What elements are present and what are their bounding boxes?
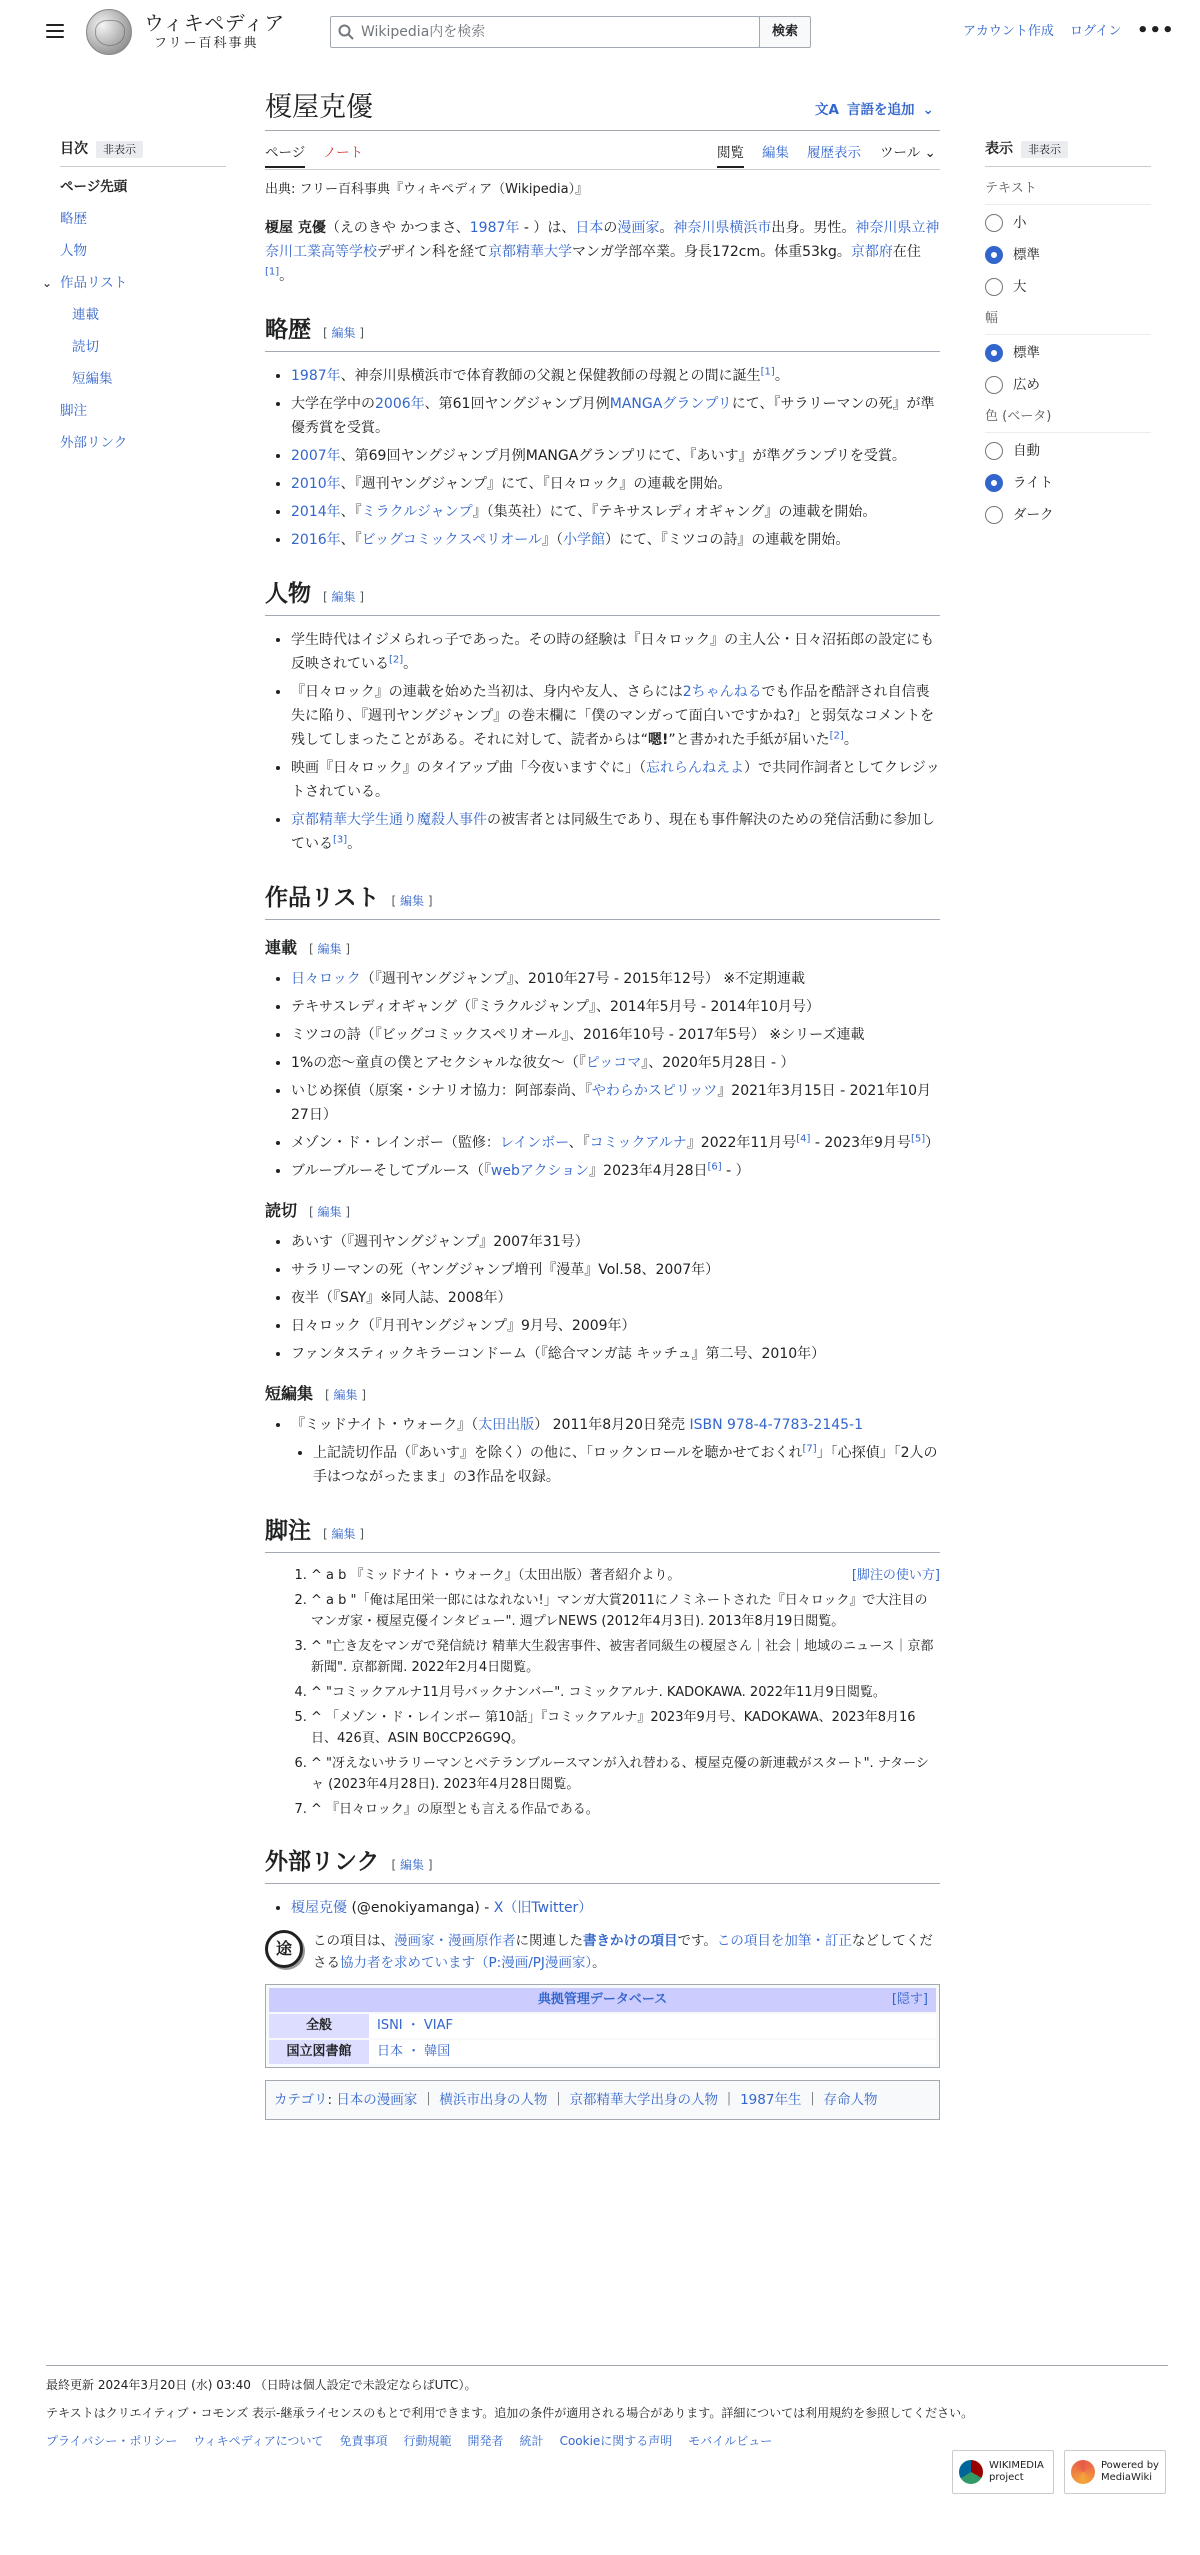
- item-text: 。: [347, 836, 362, 852]
- category-box: カテゴリ: 日本の漫画家 ｜ 横浜市出身の人物 ｜ 京都精華大学出身の人物 ｜ 1987年生 ｜ 存命人物: [265, 2080, 940, 2120]
- appearance-hide-button[interactable]: 非表示: [1021, 141, 1068, 158]
- reference-link[interactable]: [2]: [829, 730, 844, 742]
- heading-text: 略歴: [265, 316, 311, 343]
- item-text: ）: [925, 1135, 940, 1151]
- item-text: （『週刊ヤングジャンプ』、2010年27号 - 2015年12号） ※不定期連載: [360, 971, 806, 987]
- list-item: • 夜半（『SAY』※同人誌、2008年）: [291, 1286, 940, 1310]
- intro-text: マンガ学部卒業。身長172cm。体重53kg。: [572, 244, 851, 260]
- item-text: 、『: [340, 532, 362, 548]
- person-list: [291, 628, 940, 856]
- link-miracle-jump[interactable]: ミラクルジャンプ: [361, 504, 473, 520]
- authority-value[interactable]: 日本 ・ 韓国: [369, 2040, 936, 2064]
- item-text: - ）: [721, 1163, 750, 1179]
- stub-link[interactable]: 協力者を求めています: [340, 1955, 475, 1971]
- list-item: [291, 1896, 940, 1920]
- item-text: 』、2020年5月28日 - ）: [641, 1055, 795, 1071]
- search-icon: [331, 17, 361, 47]
- authority-value[interactable]: ISNI ・ VIAF: [369, 2014, 936, 2038]
- link-shogakukan[interactable]: 小学館: [562, 532, 605, 548]
- radio-label[interactable]: 大: [1013, 279, 1027, 296]
- item-text: 『ミッドナイト・ウォーク』（: [291, 1417, 479, 1433]
- wikimedia-label: WIKIMEDIA project: [989, 2460, 1044, 2483]
- item-text: 、『: [340, 504, 362, 520]
- appearance-title: 表示: [985, 141, 1013, 157]
- category-link[interactable]: 日本の漫画家: [336, 2092, 418, 2108]
- collection-list: [291, 1413, 940, 1489]
- category-link[interactable]: 存命人物: [823, 2092, 878, 2108]
- toc-item-works[interactable]: [42, 273, 226, 293]
- link-2ch[interactable]: 2ちゃんねる: [682, 684, 762, 700]
- item-text: ） 2011年8月20日発売: [534, 1417, 690, 1433]
- link-yokohama[interactable]: 神奈川県横浜市: [673, 220, 772, 236]
- external-links-list: [291, 1896, 940, 1920]
- intro-text: - ）は、: [519, 220, 576, 236]
- item-text: ）で共同作詞者としてクレジットされている。: [291, 760, 940, 800]
- mediawiki-badge[interactable]: [1064, 2450, 1166, 2494]
- edit-link[interactable]: 編集: [317, 942, 342, 956]
- footer-link-disclaimer[interactable]: 免責事項: [339, 2434, 388, 2448]
- color-light[interactable]: [985, 473, 1151, 493]
- list-item: • ファンタスティックキラーコンドーム（『総合マンガ誌 キッチュ』第二号、2010年）: [291, 1342, 940, 1366]
- tab-read[interactable]: 閲覧: [717, 140, 744, 168]
- references-list: [311, 1565, 940, 1820]
- edit-section: [ 編集 ]: [391, 1858, 433, 1872]
- year-link[interactable]: 1987年: [291, 368, 341, 384]
- footer-link-stats[interactable]: 統計: [519, 2434, 544, 2448]
- item-text: にて、『サラリーマンの死』が準優秀賞を受賞。: [291, 396, 935, 436]
- list-item: • 日々ロック（『月刊ヤングジャンプ』9月号、2009年）: [291, 1314, 940, 1338]
- text-size-small[interactable]: [985, 213, 1151, 233]
- list-item: [291, 500, 940, 524]
- stub-text: に関連した: [515, 1933, 583, 1949]
- reference-link[interactable]: [5]: [910, 1133, 926, 1145]
- item-text: 、第69回ヤングジャンプ月例MANGAグランプリにて、『あいす』が準グランプリを受賞。: [340, 448, 906, 464]
- footer-link-about[interactable]: ウィキペディアについて: [193, 2434, 324, 2448]
- stub-link[interactable]: この項目を加筆・訂正: [716, 1933, 852, 1949]
- add-languages-label[interactable]: 言語を追加: [846, 102, 915, 118]
- career-list: [291, 364, 940, 552]
- page-tabs: [265, 140, 940, 170]
- footer-link-developers[interactable]: 開発者: [467, 2434, 504, 2448]
- edit-section: [ 編集 ]: [323, 1527, 365, 1541]
- tab-edit[interactable]: 編集: [762, 145, 789, 161]
- reference-item: 5. ^ 「メゾン・ド・レインボー 第10話」『コミックアルナ』2023年9月号、KADOKAWA、2023年8月16日、426頁、ASIN B0CCP26G9Q。: [311, 1707, 940, 1749]
- toc-item-notes[interactable]: 脚注: [60, 403, 87, 420]
- toc-list: [42, 177, 226, 453]
- reference-item: 7. ^ 『日々ロック』の原型とも言える作品である。: [311, 1799, 940, 1820]
- item-text: 』（: [541, 532, 563, 548]
- list-item: [291, 967, 940, 991]
- list-item: [291, 1079, 940, 1127]
- reference-item: [311, 1565, 940, 1586]
- color-auto[interactable]: [985, 441, 1151, 461]
- oneshot-list: [291, 1230, 940, 1366]
- edit-section: [ 編集 ]: [309, 1205, 351, 1219]
- link-piccoma[interactable]: ピッコマ: [585, 1055, 642, 1071]
- item-text: 1%の恋〜童貞の僕とアセクシャルな彼女〜（『: [291, 1055, 586, 1071]
- toc-title: 目次: [60, 141, 88, 157]
- radio-label[interactable]: 自動: [1013, 442, 1040, 459]
- color-dark[interactable]: [985, 505, 1151, 525]
- license-text: テキストはクリエイティブ・コモンズ 表示-継承ライセンスのもとで利用できます。追加の条件が適用される場合があります。詳細については利用規約を参照してください。: [46, 2406, 974, 2420]
- authority-hide-button[interactable]: [隠す]: [891, 1992, 928, 2007]
- toc-item-works-label[interactable]: 作品リスト: [60, 275, 128, 292]
- item-text: 』2022年11月号: [686, 1135, 797, 1151]
- more-options-icon[interactable]: •••: [1137, 20, 1175, 41]
- reference-item: 6. ^ "冴えないサラリーマンとベテランブルースマンが入れ替わる、榎屋克優の新連載がスタート". ナターシャ (2023年4月28日). 2023年4月28日閲覧。: [311, 1753, 940, 1795]
- wikimedia-badge[interactable]: [952, 2450, 1054, 2494]
- intro-text: 出身。男性。: [771, 220, 856, 236]
- tools-label[interactable]: ツール: [880, 145, 921, 161]
- color-label: 色 (ベータ): [985, 407, 1151, 433]
- radio-button[interactable]: [985, 278, 1003, 296]
- isbn-link[interactable]: ISBN 978-4-7783-2145-1: [689, 1417, 863, 1433]
- link-japan[interactable]: 日本: [575, 220, 604, 236]
- edit-link[interactable]: 編集: [333, 1388, 358, 1402]
- search-box: [330, 16, 760, 48]
- radio-button[interactable]: [985, 344, 1003, 362]
- section-heading-works: [265, 882, 940, 920]
- reference-item: 2. ^ a b "「俺は尾田栄一郎にはなれない!」マンガ大賞2011にノミネートされた『日々ロック』で大注目のマンガ家・榎屋克優インタビュー". 週プレNEWS (2012年4月3日). 2013年8月19日閲覧。: [311, 1590, 940, 1632]
- link-manga-grandprix[interactable]: MANGAグランプリ: [609, 396, 732, 412]
- mediawiki-label: Powered by MediaWiki: [1101, 2460, 1159, 2483]
- link-ohta[interactable]: 太田出版: [478, 1417, 535, 1433]
- item-text: 、『週刊ヤングジャンプ』にて、『日々ロック』の連載を開始。: [340, 476, 732, 492]
- item-text: ）にて、『ミツコの詩』の連載を開始。: [604, 532, 850, 548]
- item-text: 』（集英社）にて、『テキサスレディオギャング』の連載を開始。: [472, 504, 877, 520]
- tab-history[interactable]: 履歴表示: [807, 145, 861, 161]
- edit-link[interactable]: 編集: [400, 1858, 425, 1872]
- link-incident[interactable]: 京都精華大学生通り魔殺人事件: [291, 812, 487, 828]
- list-item: [291, 1413, 940, 1489]
- year-link[interactable]: 2010年: [291, 476, 341, 492]
- list-item: [291, 364, 940, 388]
- wordmark[interactable]: ウィキペディア: [144, 11, 285, 35]
- list-item: [291, 1131, 940, 1155]
- wikipedia-globe-logo[interactable]: [86, 9, 132, 55]
- tagline: フリー百科事典: [154, 36, 259, 51]
- item-text: ”と書かれた手紙が届いた: [668, 732, 830, 748]
- list-item: [291, 472, 940, 496]
- link-mangaka[interactable]: 漫画家: [617, 220, 660, 236]
- mediawiki-logo-icon: [1071, 2460, 1095, 2484]
- stub-link[interactable]: 書きかけの項目: [583, 1933, 678, 1949]
- item-text: ブルーブルーそしてブルース（『: [291, 1163, 491, 1179]
- main-menu-icon[interactable]: [46, 24, 64, 38]
- list-item: [291, 1051, 940, 1075]
- radio-button[interactable]: [985, 506, 1003, 524]
- toc-item-person[interactable]: 人物: [60, 243, 87, 260]
- reference-link[interactable]: [1]: [265, 266, 280, 278]
- category-link[interactable]: 京都精華大学出身の人物: [569, 2092, 718, 2108]
- item-text: 上記読切作品（『あいす』を除く）の他に、「ロックンロールを聴かせておくれ: [313, 1445, 803, 1461]
- item-text: 学生時代はイジメられっ子であった。その時の経験は『日々ロック』の主人公・日々沼拓郎の設定にも反映されている: [291, 632, 935, 672]
- subject-name: 榎屋 克優: [265, 220, 326, 236]
- toc-sidebar: [42, 138, 226, 465]
- categories-label-link[interactable]: カテゴリ: [274, 2092, 328, 2108]
- external-link[interactable]: 榎屋克優: [291, 1900, 347, 1916]
- footer-link-code-of-conduct[interactable]: 行動規範: [403, 2434, 452, 2448]
- stub-text: 。: [592, 1955, 606, 1971]
- year-link[interactable]: 2014年: [291, 504, 341, 520]
- item-text: (@enokiyamanga) -: [347, 1900, 494, 1916]
- reference-link[interactable]: [7]: [802, 1443, 817, 1455]
- radio-label[interactable]: 標準: [1013, 344, 1040, 361]
- edit-section: [ 編集 ]: [391, 894, 433, 908]
- authority-title-text[interactable]: 典拠管理データベース: [537, 1992, 668, 2007]
- list-item: • テキサスレディオギャング（『ミラクルジャンプ』、2014年5月号 - 2014年10月号）: [291, 995, 940, 1019]
- edit-link[interactable]: 編集: [400, 894, 425, 908]
- intro-text: （えのきや かつまさ、: [325, 220, 470, 236]
- item-text: 、神奈川県横浜市で体育教師の父親と保健教師の母親との間に誕生: [340, 368, 761, 384]
- width-label: 幅: [985, 309, 1151, 335]
- authority-title: [269, 1988, 936, 2012]
- stub-link[interactable]: 漫画家・漫画原作者: [394, 1933, 516, 1949]
- footer-links: [46, 2432, 1168, 2450]
- list-item: [291, 808, 940, 856]
- item-text: でも作品を酷評され自信喪失に陥り、『週刊ヤングジャンプ』の巻末欄に「僕のマンガって面白いですかね?」と弱気なコメントを残してしまったことがある。それに対して、読者からは“: [291, 684, 935, 748]
- link-seika[interactable]: 京都精華大学: [488, 244, 573, 260]
- item-text: 。: [843, 732, 858, 748]
- stub-text: などしてくださる: [313, 1933, 933, 1971]
- heading-text: 作品リスト: [265, 884, 380, 911]
- chevron-down-icon: ⌄: [924, 145, 936, 161]
- footer-link-cookie[interactable]: Cookieに関する声明: [559, 2434, 673, 2448]
- heading-text: 短編集: [265, 1384, 314, 1403]
- page-title: 榎屋克優: [265, 92, 373, 123]
- category-link[interactable]: 横浜市出身の人物: [439, 2092, 548, 2108]
- from-wikipedia: 出典: フリー百科事典『ウィキペディア（Wikipedia）』: [265, 182, 589, 197]
- text-size-large[interactable]: [985, 277, 1151, 297]
- link-1987[interactable]: 1987年: [469, 220, 520, 236]
- heading-text: 人物: [265, 580, 311, 607]
- item-text: 大学在学中の: [291, 396, 375, 412]
- edit-section: [ 編集 ]: [323, 590, 365, 604]
- intro-text: の: [603, 220, 618, 236]
- login-link[interactable]: ログイン: [1070, 24, 1122, 39]
- stub-link[interactable]: （P:漫画/PJ漫画家）: [475, 1955, 593, 1971]
- add-languages-button[interactable]: [815, 100, 934, 122]
- notes-help-link[interactable]: 1. [脚注の使い方]: [851, 1568, 940, 1583]
- section-heading-collection: [265, 1382, 940, 1407]
- reference-link[interactable]: [4]: [796, 1133, 811, 1145]
- footer-link-privacy[interactable]: プライバシー・ポリシー: [46, 2434, 178, 2448]
- year-link[interactable]: 2006年: [375, 396, 425, 412]
- radio-button[interactable]: [985, 246, 1003, 264]
- toc-item-oneshot[interactable]: 読切: [72, 339, 99, 356]
- page-footer: [46, 2365, 1168, 2450]
- authority-row: [269, 2014, 936, 2038]
- intro-text: デザイン科を経て: [377, 244, 489, 260]
- radio-button[interactable]: [985, 214, 1003, 232]
- item-text: 』2021年3月15日 - 2021年10月27日）: [291, 1083, 932, 1123]
- link-webaction[interactable]: webアクション: [490, 1163, 590, 1179]
- link-band[interactable]: 忘れらんねえよ: [646, 760, 745, 776]
- reference-item: 4. ^ "コミックアルナ11月号バックナンバー". コミックアルナ. KADOKAWA. 2022年11月9日閲覧。: [311, 1682, 940, 1703]
- list-item: [291, 528, 940, 552]
- item-text: - 2023年9月号: [810, 1135, 911, 1151]
- authority-row: [269, 2040, 936, 2064]
- edit-section: [ 編集 ]: [325, 1388, 367, 1402]
- authority-key: 全般: [269, 2014, 369, 2038]
- list-item: • サラリーマンの死（ヤングジャンプ増刊『漫革』Vol.58、2007年）: [291, 1258, 940, 1282]
- stub-notice: [265, 1930, 940, 1974]
- link-x[interactable]: X（旧Twitter）: [493, 1900, 593, 1916]
- item-text: の被害者とは同級生であり、現在も事件解決のための発信活動に参加している: [291, 812, 935, 852]
- create-account-link[interactable]: アカウント作成: [963, 24, 1054, 39]
- radio-label[interactable]: ライト: [1013, 474, 1054, 491]
- toc-item-career[interactable]: 略歴: [60, 211, 87, 228]
- edit-section: [ 編集 ]: [309, 942, 351, 956]
- last-updated: 最終更新 2024年3月20日 (水) 03:40 （日時は個人設定で未設定ならばUTC）。: [46, 2378, 477, 2392]
- link-arna[interactable]: コミックアルナ: [589, 1135, 687, 1151]
- reference-text: ^ a b 『ミッドナイト・ウォーク』（太田出版）著者紹介より。: [311, 1568, 681, 1583]
- footer-link-mobile[interactable]: モバイルビュー: [688, 2434, 773, 2448]
- radio-button[interactable]: [985, 376, 1003, 394]
- intro-paragraph: [265, 216, 940, 288]
- item-bold: 嗯!: [647, 732, 669, 748]
- tab-talk[interactable]: ノート: [323, 145, 364, 161]
- edit-link[interactable]: 編集: [331, 590, 356, 604]
- radio-button[interactable]: [985, 442, 1003, 460]
- text-size-standard[interactable]: [985, 245, 1151, 265]
- year-link[interactable]: 2007年: [291, 448, 341, 464]
- radio-label[interactable]: 広め: [1013, 376, 1040, 393]
- radio-button[interactable]: [985, 474, 1003, 492]
- item-text: 』2023年4月28日: [589, 1163, 708, 1179]
- stub-icon: 途: [265, 1930, 303, 1968]
- width-standard[interactable]: [985, 343, 1151, 363]
- heading-text: 脚注: [265, 1517, 311, 1544]
- edit-link[interactable]: 編集: [331, 1527, 356, 1541]
- link-yawaraka[interactable]: やわらかスピリッツ: [591, 1083, 718, 1099]
- section-heading-serial: [265, 936, 940, 961]
- toc-hide-button[interactable]: 非表示: [96, 141, 143, 158]
- heading-text: 連載: [265, 938, 298, 957]
- list-item: • あいす（『週刊ヤングジャンプ』2007年31号）: [291, 1230, 940, 1254]
- item-text: 、『: [568, 1135, 590, 1151]
- reference-link[interactable]: [3]: [333, 834, 348, 846]
- language-icon: 文A: [815, 102, 839, 118]
- list-item: [291, 1159, 940, 1183]
- search-input[interactable]: [361, 17, 759, 47]
- list-item: [291, 756, 940, 804]
- heading-text: 読切: [265, 1201, 298, 1220]
- section-heading-oneshot: [265, 1199, 940, 1224]
- item-text: 、第61回ヤングジャンプ月例: [424, 396, 610, 412]
- list-item: [313, 1441, 940, 1489]
- toc-item-collection[interactable]: 短編集: [72, 371, 113, 388]
- appearance-panel: [985, 138, 1151, 537]
- chevron-down-icon[interactable]: ⌄: [42, 276, 53, 291]
- item-text: 。: [774, 368, 789, 384]
- site-header: [0, 0, 1200, 64]
- toc-item-links[interactable]: 外部リンク: [60, 435, 128, 452]
- toc-item-serial[interactable]: 連載: [72, 307, 99, 324]
- list-item: [291, 444, 940, 468]
- list-item: [291, 392, 940, 440]
- wikimedia-logo-icon: [959, 2460, 983, 2484]
- section-heading-person: [265, 578, 940, 616]
- item-text: 。: [403, 656, 418, 672]
- authority-key: 国立図書館: [269, 2040, 369, 2064]
- reference-link[interactable]: [6]: [707, 1161, 722, 1173]
- item-text: 」「心探偵」「2人の手はつながったまま」の3作品を収録。: [313, 1445, 938, 1485]
- item-text: 『日々ロック』の連載を始めた当初は、身内や友人、さらには: [291, 684, 683, 700]
- reference-link[interactable]: [2]: [389, 654, 404, 666]
- link-superior[interactable]: ビッグコミックスペリオール: [361, 532, 542, 548]
- text-size-label: テキスト: [985, 179, 1151, 205]
- reference-item: 3. ^ "亡き友をマンガで発信続け 精華大生殺害事件、被害者同級生の榎屋さん｜社会｜地域のニュース｜京都新聞". 京都新聞. 2022年2月4日閲覧。: [311, 1636, 940, 1678]
- edit-link[interactable]: 編集: [317, 1205, 342, 1219]
- list-item: • ミツコの詩（『ビッグコミックスペリオール』、2016年10号 - 2017年5号） ※シリーズ連載: [291, 1023, 940, 1047]
- section-heading-links: [265, 1846, 940, 1884]
- intro-text: 。: [279, 268, 294, 284]
- year-link[interactable]: 2016年: [291, 532, 341, 548]
- section-heading-notes: [265, 1515, 940, 1553]
- section-heading-career: [265, 314, 940, 352]
- heading-text: 外部リンク: [265, 1848, 380, 1875]
- tab-page[interactable]: ページ: [265, 140, 305, 168]
- toc-item-top[interactable]: ページ先頭: [60, 179, 128, 196]
- item-text: 映画『日々ロック』のタイアップ曲「今夜いますぐに」（: [291, 760, 647, 776]
- link-school[interactable]: 神奈川県立神奈川工業高等学校: [265, 220, 940, 260]
- item-text: いじめ探偵（原案・シナリオ協力：阿部泰尚、『: [291, 1083, 592, 1099]
- width-wide[interactable]: [985, 375, 1151, 395]
- category-link[interactable]: 1987年生: [740, 2092, 802, 2108]
- intro-text: 。: [659, 220, 674, 236]
- stub-text: この項目は、: [313, 1933, 394, 1949]
- serial-list: [291, 967, 940, 1183]
- edit-link[interactable]: 編集: [331, 326, 356, 340]
- title-divider: [265, 130, 940, 131]
- radio-label[interactable]: ダーク: [1013, 506, 1054, 523]
- link-kyoto[interactable]: 京都府: [850, 244, 893, 260]
- tab-tools[interactable]: [880, 140, 936, 166]
- item-text: メゾン・ド・レインボー（監修：: [291, 1135, 500, 1151]
- link-rainbow[interactable]: レインボー: [499, 1135, 569, 1151]
- authority-control-box: [265, 1984, 940, 2068]
- link-hibirock[interactable]: 日々ロック: [291, 971, 361, 987]
- list-item: [291, 628, 940, 676]
- article-body: [265, 178, 940, 2120]
- radio-label[interactable]: 標準: [1013, 247, 1040, 264]
- radio-label[interactable]: 小: [1013, 215, 1027, 232]
- intro-text: 在住: [892, 244, 921, 260]
- list-item: [291, 680, 940, 752]
- stub-text: です。: [677, 1933, 717, 1949]
- reference-link[interactable]: [1]: [760, 366, 775, 378]
- chevron-down-icon: ⌄: [922, 102, 934, 118]
- search-button[interactable]: 検索: [759, 16, 811, 48]
- edit-section: [ 編集 ]: [323, 326, 365, 340]
